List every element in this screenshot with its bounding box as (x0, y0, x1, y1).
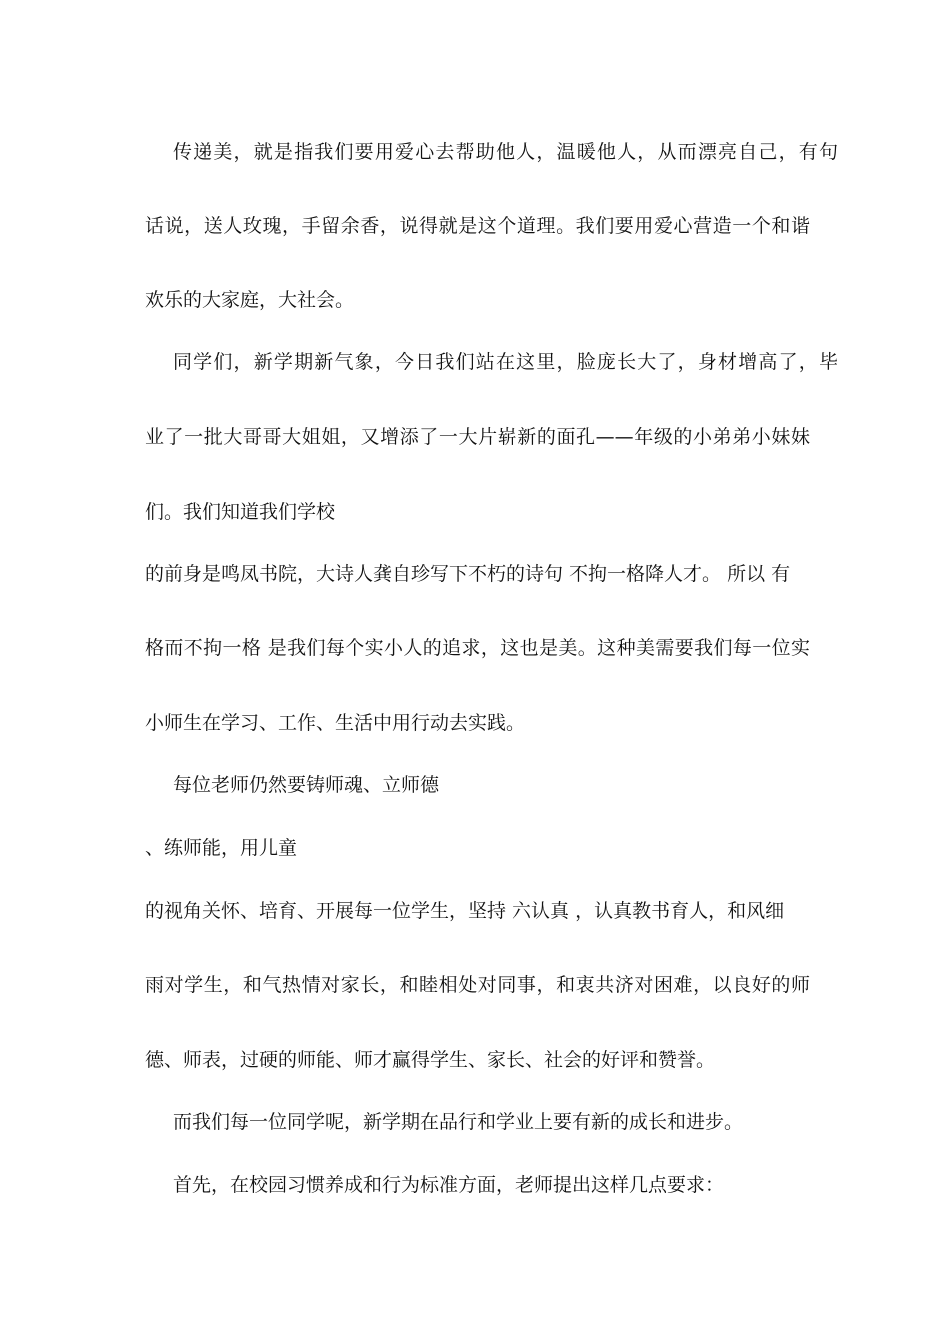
text-line: 业了一批大哥哥大姐姐，又增添了一大片崭新的面孔——年级的小弟弟小妹妹 (145, 426, 810, 448)
text-line: 雨对学生，和气热情对家长，和睦相处对同事，和衷共济对困难，以良好的师 (145, 974, 810, 996)
text-line: 同学们，新学期新气象，今日我们站在这里，脸庞长大了，身材增高了，毕 (173, 351, 838, 373)
text-line: 传递美，就是指我们要用爱心去帮助他人，温暖他人，从而漂亮自己，有句 (173, 141, 838, 163)
text-line: 每位老师仍然要铸师魂、立师德 (173, 774, 440, 796)
text-line: 的视角关怀、培育、开展每一位学生，坚持 六认真 ，认真教书育人，和风细 (145, 900, 785, 922)
text-line: 话说，送人玫瑰，手留余香，说得就是这个道理。我们要用爱心营造一个和谐 (145, 215, 810, 237)
text-line: 德、师表，过硬的师能、师才赢得学生、家长、社会的好评和赞誉。 (145, 1049, 716, 1071)
text-line: 欢乐的大家庭，大社会。 (145, 289, 355, 311)
text-line: 的前身是鸣凤书院，大诗人龚自珍写下不朽的诗句 不拘一格降人才。 所以 有 (145, 563, 791, 585)
text-line: 小师生在学习、工作、生活中用行动去实践。 (145, 712, 526, 734)
text-line: 而我们每一位同学呢，新学期在品行和学业上要有新的成长和进步。 (173, 1111, 744, 1133)
text-line: 、练师能，用儿童 (145, 837, 298, 859)
text-line: 格而不拘一格 是我们每个实小人的追求，这也是美。这种美需要我们每一位实 (145, 637, 810, 659)
text-line: 首先，在校园习惯养成和行为标准方面，老师提出这样几点要求： (173, 1174, 725, 1196)
text-line: 们。我们知道我们学校 (145, 501, 336, 523)
